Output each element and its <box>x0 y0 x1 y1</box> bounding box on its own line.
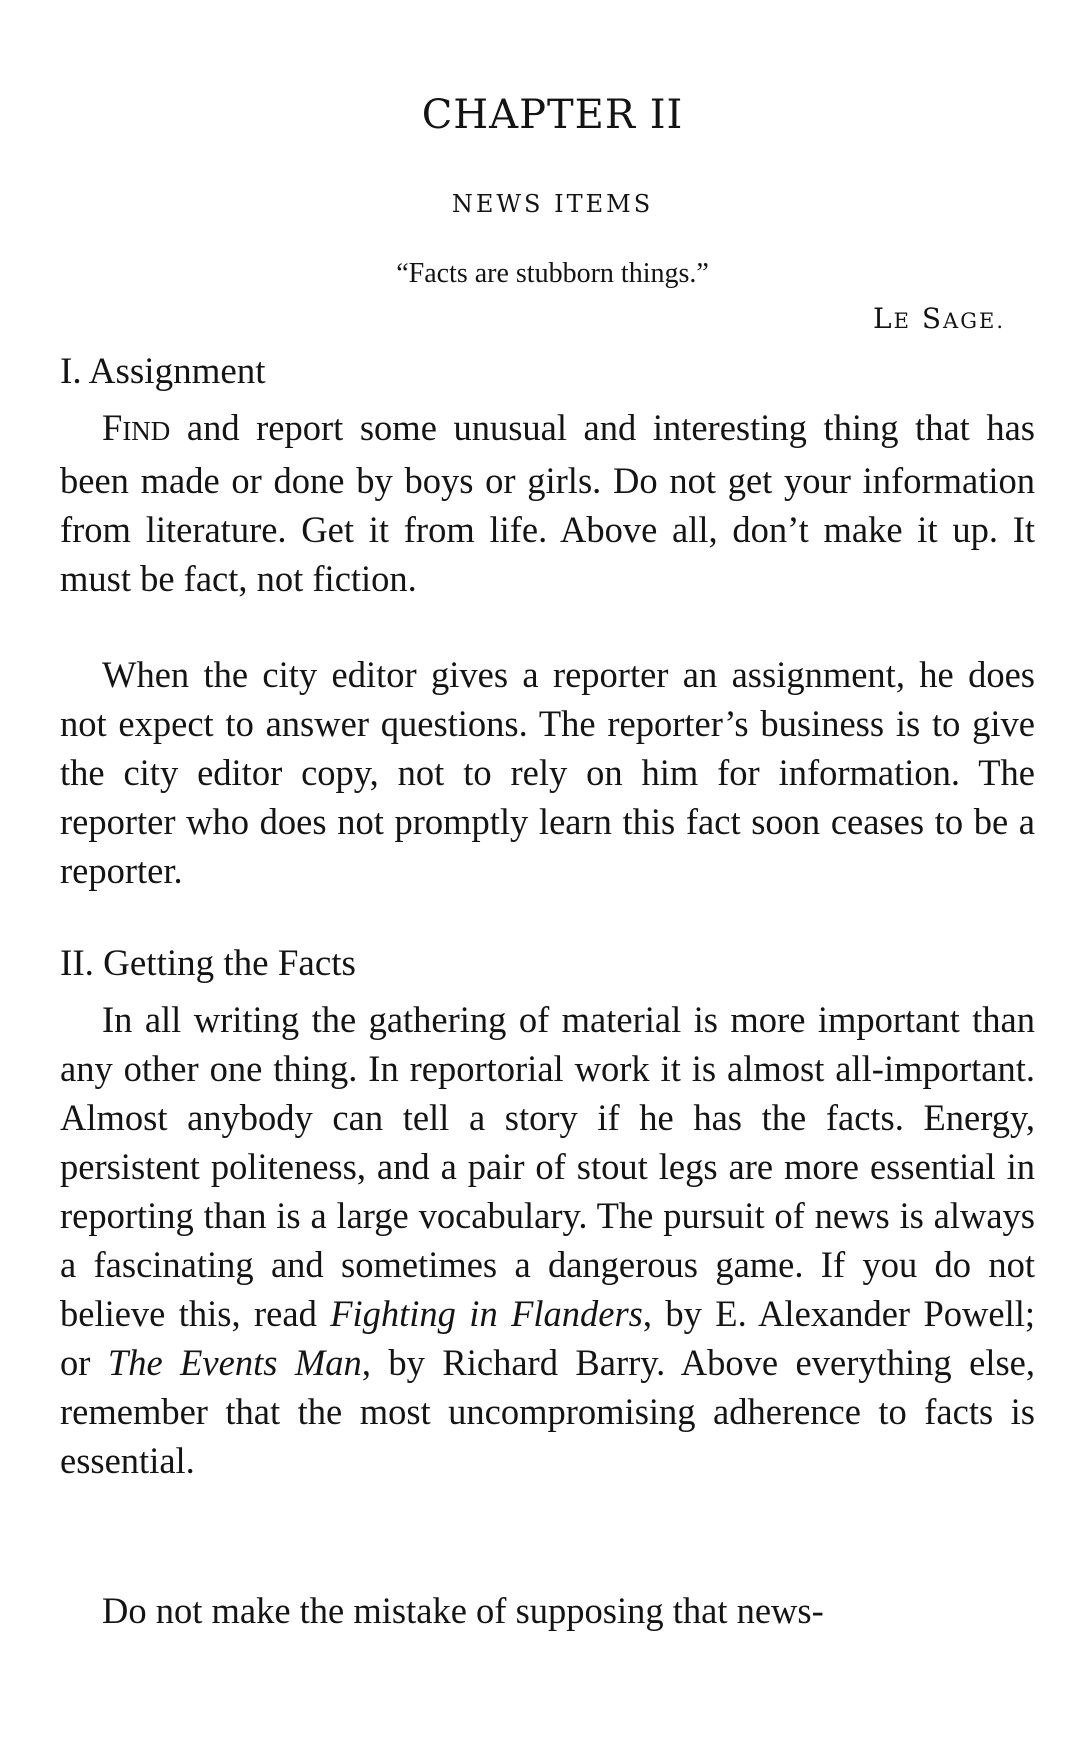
section-heading-getting-facts: II. Getting the Facts <box>60 943 356 984</box>
paragraph-3-text-b: , by E. Alexander Powell; or <box>60 1293 1035 1383</box>
section-heading-assignment: I. Assignment <box>60 351 266 392</box>
attribution-small-1: E <box>893 309 911 333</box>
epigraph-quote: “Facts are stubborn things.” <box>396 258 709 289</box>
paragraph-4: Do not make the mistake of supposing that news- <box>102 1590 824 1631</box>
paragraph-2: When the city editor gives a reporter an assignment, he does not expect to answer questions. The reporter’s business is to give the city editor copy, not to rely on him for information. The reporter who does not promptly learn this fact soon ceases to be a reporter. <box>60 654 1035 891</box>
book-title-events-man: The Events Man <box>107 1342 362 1383</box>
attribution-cap-2: S <box>910 302 944 335</box>
paragraph-3-text-c: , by Richard Barry. Above everything else, remember that the most uncompromising adherence to facts is essential. <box>60 1342 1035 1481</box>
paragraph-3 <box>60 995 1035 1485</box>
chapter-subtitle: NEWS ITEMS <box>451 190 654 218</box>
book-title-fighting-in-flanders: Fighting in Flanders <box>330 1293 643 1334</box>
epigraph-attribution <box>873 302 1005 335</box>
paragraph-1-text: and report some unusual and interesting thing that has been made or done by boys or girls. Do not get your information from literature. Get it from life. Above all, don’t make it up. It must be fact, not fiction. <box>60 407 1035 599</box>
paragraph-1-lead-small: IND <box>122 416 171 446</box>
paragraph-1-lead-cap: F <box>102 407 123 448</box>
attribution-cap-1: L <box>873 302 894 335</box>
attribution-small-2: AGE. <box>943 309 1005 333</box>
paragraph-3-text-a: In all writing the gathering of material is more important than any other one thing. In reportorial work it is almost all-important. Almost anybody can tell a story if he has the facts. Energy, persistent politeness, and a pair of stout legs are more essential in reporting than is a large vocabulary. The pursuit of news is always a fascinating and sometimes a dangerous game. If you do not believe this, read <box>60 999 1035 1334</box>
paragraph-1 <box>60 403 1035 603</box>
chapter-title: CHAPTER II <box>421 92 684 138</box>
